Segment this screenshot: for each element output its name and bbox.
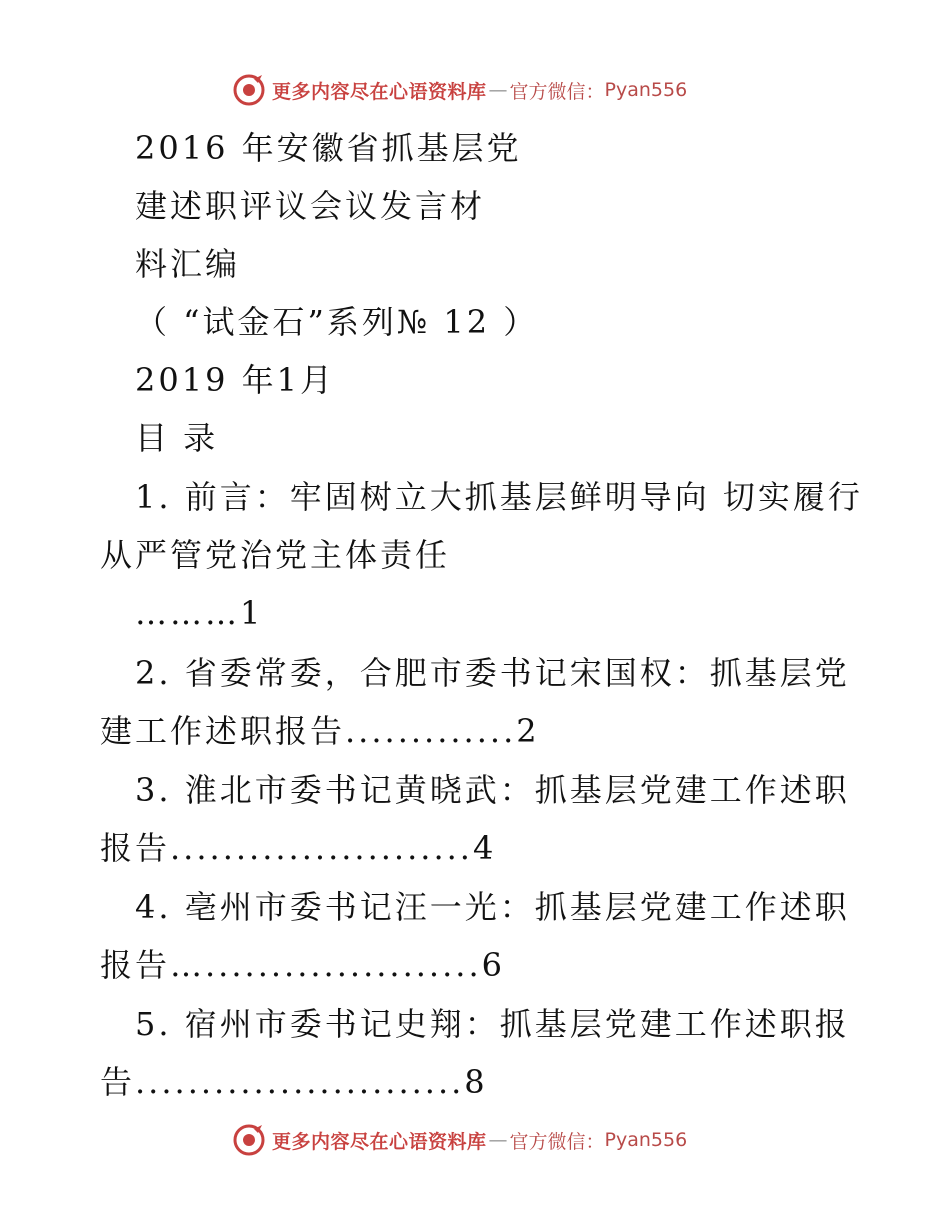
- watermark-text: 更多内容尽在心语资料库: [272, 1130, 487, 1153]
- watermark-separator: —: [488, 79, 508, 101]
- toc-item-text: 1. 前言：牢固树立大抓基层鲜明导向 切实履行: [135, 478, 863, 516]
- watermark-wechat-label: 官方微信：: [509, 1130, 605, 1153]
- series-label: （ “试金石”系列№ 12 ）: [135, 303, 539, 341]
- toc-item-text: 2. 省委常委，合肥市委书记宋国权：抓基层党: [135, 654, 850, 692]
- toc-item-text: 建工作述职报告.............2: [100, 712, 540, 750]
- title-line-3: 料汇编: [135, 245, 241, 283]
- publish-date: 2019 年1月: [135, 361, 335, 399]
- title-line-1: 2016 年安徽省抓基层党: [135, 129, 522, 167]
- watermark-separator: —: [488, 1129, 508, 1151]
- toc-heading: 目 录: [135, 419, 219, 457]
- toc-item-text: 告.........................8: [100, 1063, 488, 1101]
- watermark-text: 更多内容尽在心语资料库: [272, 80, 487, 103]
- watermark-wechat-id: Pyan556: [604, 79, 688, 101]
- toc-item-text: 5. 宿州市委书记史翔：抓基层党建工作述职报: [135, 1005, 850, 1043]
- watermark-footer: [232, 1122, 687, 1158]
- toc-item-text: 报告….....................6: [100, 946, 505, 984]
- toc-item-text: 报告.......................4: [100, 829, 497, 867]
- toc-item-page: ………1: [135, 594, 264, 632]
- brand-logo-icon: [232, 1123, 266, 1157]
- watermark-wechat-id: Pyan556: [604, 1129, 688, 1151]
- brand-logo-icon: [232, 73, 266, 107]
- watermark-wechat-label: 官方微信：: [509, 80, 605, 103]
- toc-item-text: 4. 亳州市委书记汪一光：抓基层党建工作述职: [135, 888, 850, 926]
- watermark-header: [232, 72, 687, 108]
- toc-item-text: 3. 淮北市委书记黄晓武：抓基层党建工作述职: [135, 771, 850, 809]
- toc-item-text: 从严管党治党主体责任: [100, 536, 451, 574]
- title-line-2: 建述职评议会议发言材: [135, 187, 486, 225]
